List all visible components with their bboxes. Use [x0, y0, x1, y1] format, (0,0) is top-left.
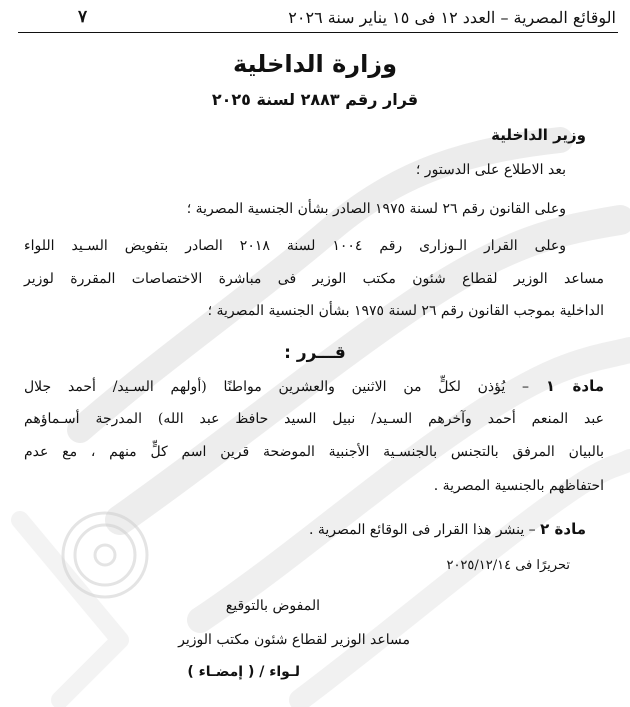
date-line: تحريرًا فى ٢٠٢٥/١٢/١٤ [446, 558, 570, 573]
ministry-title: وزارة الداخلية [232, 50, 398, 78]
page-number: ٧ [78, 7, 88, 27]
header-rule [18, 32, 618, 33]
article-1-line-4: احتفاظهم بالجنسية المصرية . [433, 478, 604, 494]
preamble-line-1: بعد الاطلاع على الدستور ؛ [415, 162, 566, 178]
signature-title: مساعد الوزير لقطاع شئون مكتب الوزير [178, 632, 410, 648]
decided-heading: قـــرر : [284, 343, 346, 363]
article-1-line-1 [24, 377, 604, 395]
header-title: الوقائع المصرية – العدد ١٢ فى ١٥ يناير سنة ٢٠٢٦ [288, 7, 616, 27]
signature-rank: لـواء / ( إمضـاء ) [187, 664, 300, 680]
article-2 [309, 520, 586, 538]
article-2-text: – ينشر هذا القرار فى الوقائع المصرية . [308, 522, 536, 538]
running-header [18, 3, 616, 31]
article-1-label: مادة ١ [545, 377, 605, 395]
article-1-line-2: عبد المنعم أحمد وآخرهم السـيد/ نبيل السيد حافظ عبد الله) المدرجة أسـماؤهم [24, 411, 604, 427]
signature-delegate: المفوض بالتوقيع [225, 598, 320, 614]
preamble-line-5: الداخلية بموجب القانون رقم ٢٦ لسنة ١٩٧٥ بشأن الجنسية المصرية ؛ [207, 303, 604, 319]
seal-icon [63, 513, 147, 597]
issuer-heading: وزير الداخلية [491, 126, 586, 144]
preamble-line-4: مساعد الوزير لقطاع شئون مكتب الوزير فى مباشرة الاختصاصات المقررة لوزير [24, 271, 604, 287]
decree-number: قرار رقم ٢٨٨٣ لسنة ٢٠٢٥ [211, 90, 419, 109]
article-1-line-3: بالبيان المرفق بالتجنس بالجنسـية الأجنبية الموضحة قرين اسم كلٍّ منهم ، مع عدم [24, 444, 604, 460]
article-1-text-1: – يُؤذن لكلٍّ من الاثنين والعشرين مواطنًا (أولهم السـيد/ أحمد جلال [24, 379, 530, 395]
preamble-line-3: وعلى القرار الـوزارى رقم ١٠٠٤ لسنة ٢٠١٨ الصادر بتفويض السـيد اللواء [24, 238, 566, 254]
article-2-label: مادة ٢ [540, 520, 586, 538]
preamble-line-2: وعلى القانون رقم ٢٦ لسنة ١٩٧٥ الصادر بشأن الجنسية المصرية ؛ [186, 201, 566, 217]
